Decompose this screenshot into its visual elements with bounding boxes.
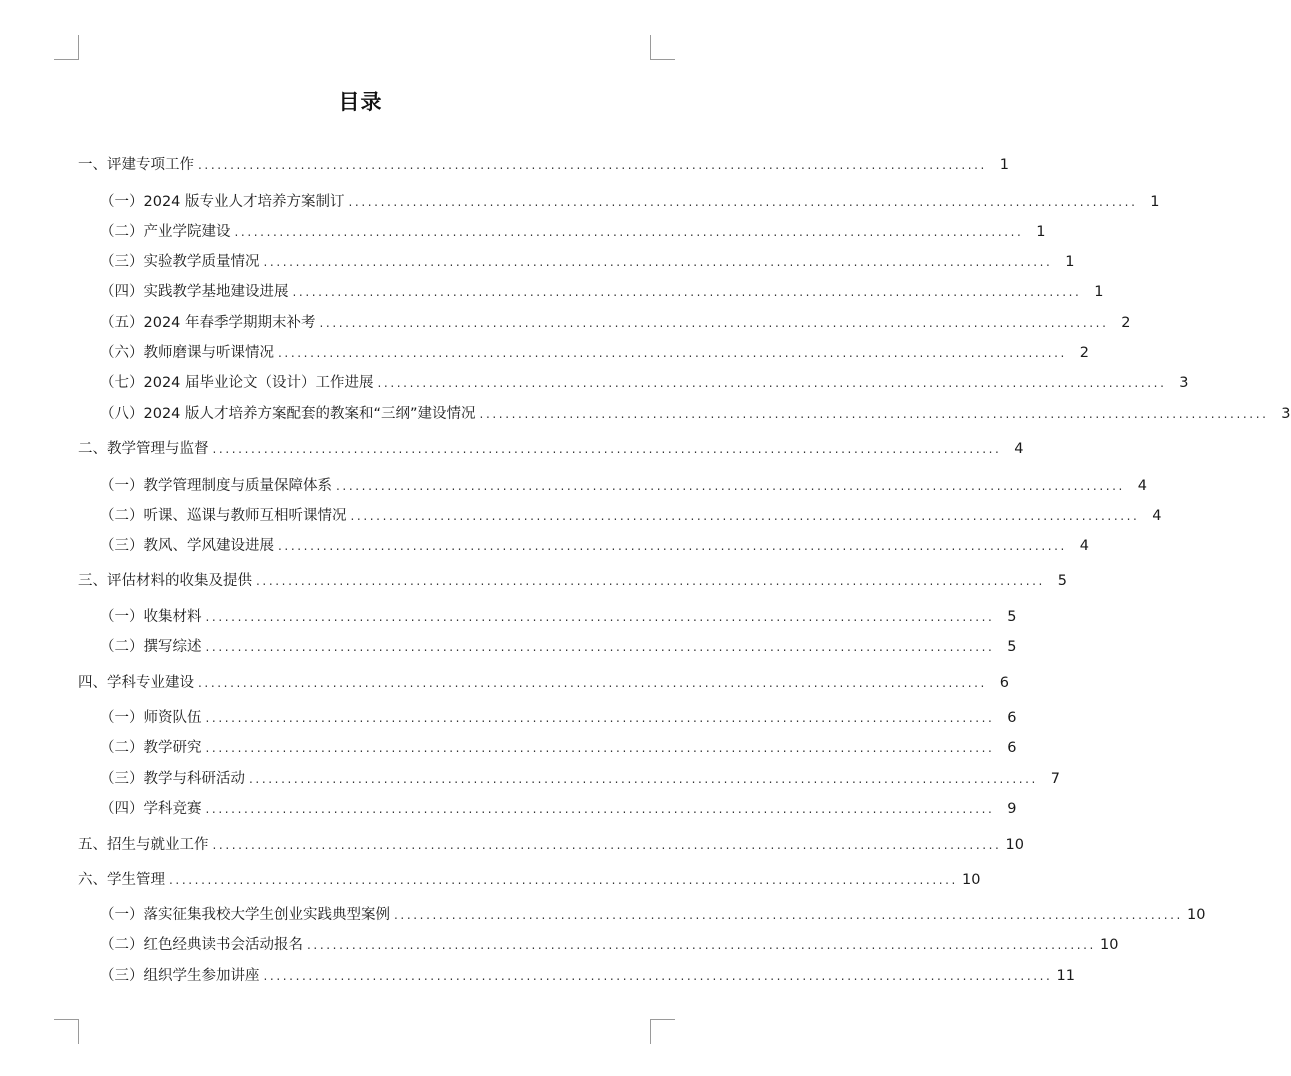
crop-mark-top-right	[650, 35, 675, 60]
toc-dot-leader: ...........................................................................................................................	[198, 158, 987, 172]
toc-subsection-entry[interactable]	[100, 533, 1089, 559]
toc-entry-label: 一、评建专项工作	[78, 157, 194, 173]
toc-entry-label: 四、学科专业建设	[78, 675, 194, 691]
toc-dot-leader: ...........................................................................................................................	[256, 574, 1045, 588]
toc-section-entry[interactable]	[78, 152, 1009, 178]
toc-page-number: 3	[1179, 375, 1189, 391]
toc-dot-leader: ...........................................................................................................................	[350, 509, 1140, 523]
toc-page-number: 1	[999, 157, 1009, 173]
toc-subsection-entry[interactable]	[100, 473, 1147, 499]
toc-page-number: 10	[961, 872, 981, 888]
toc-entry-label: （一）落实征集我校大学生创业实践典型案例	[100, 907, 390, 923]
toc-subsection-entry[interactable]	[100, 189, 1160, 215]
toc-page-number: 1	[1150, 194, 1160, 210]
toc-dot-leader: ...........................................................................................................................	[234, 225, 1024, 239]
toc-entry-label: （三）实验教学质量情况	[100, 254, 260, 270]
toc-page-number: 6	[999, 675, 1009, 691]
toc-subsection-entry[interactable]	[100, 735, 1017, 761]
toc-entry-label: （五）2024 年春季学期期末补考	[100, 315, 316, 331]
toc-entry-label: 三、评估材料的收集及提供	[78, 573, 252, 589]
toc-page-number: 9	[1007, 801, 1017, 817]
toc-dot-leader: ...........................................................................................................................	[377, 376, 1167, 390]
toc-dot-leader: ...........................................................................................................................	[205, 802, 995, 816]
toc-entry-label: （四）实践教学基地建设进展	[100, 284, 289, 300]
toc-dot-leader: ...........................................................................................................................	[278, 539, 1067, 553]
toc-page-number: 2	[1121, 315, 1131, 331]
toc-page-number: 6	[1007, 740, 1017, 756]
toc-entry-label: （二）产业学院建设	[100, 224, 231, 240]
toc-entry-label: （一）2024 版专业人才培养方案制订	[100, 194, 345, 210]
toc-subsection-entry[interactable]	[100, 370, 1189, 396]
toc-dot-leader: ...........................................................................................................................	[263, 969, 1053, 983]
toc-entry-label: （八）2024 版人才培养方案配套的教案和“三纲”建设情况	[100, 406, 476, 422]
toc-page-number: 5	[1007, 609, 1017, 625]
toc-section-entry[interactable]	[78, 436, 1024, 462]
toc-dot-leader: ...........................................................................................................................	[205, 640, 995, 654]
toc-entry-label: （三）教风、学风建设进展	[100, 538, 274, 554]
page-title: 目录	[338, 90, 383, 114]
toc-entry-label: （三）组织学生参加讲座	[100, 968, 260, 984]
toc-subsection-entry[interactable]	[100, 705, 1017, 731]
toc-subsection-entry[interactable]	[100, 604, 1017, 630]
toc-dot-leader: ...........................................................................................................................	[278, 346, 1067, 360]
crop-mark-bottom-left	[54, 1019, 79, 1044]
toc-dot-leader: ...........................................................................................................................	[292, 285, 1082, 299]
toc-entry-label: （六）教师磨课与听课情况	[100, 345, 274, 361]
toc-subsection-entry[interactable]	[100, 310, 1131, 336]
toc-dot-leader: ...........................................................................................................................	[205, 610, 995, 624]
toc-page-number: 5	[1007, 639, 1017, 655]
toc-subsection-entry[interactable]	[100, 902, 1206, 928]
toc-entry-label: （一）收集材料	[100, 609, 202, 625]
toc-page-number: 7	[1050, 771, 1060, 787]
toc-dot-leader: ...........................................................................................................................	[263, 255, 1053, 269]
toc-dot-leader: ...........................................................................................................................	[205, 711, 995, 725]
toc-page-number: 4	[1014, 441, 1024, 457]
toc-dot-leader: ...........................................................................................................................	[212, 838, 1002, 852]
toc-subsection-entry[interactable]	[100, 401, 1291, 427]
toc-subsection-entry[interactable]	[100, 796, 1017, 822]
toc-dot-leader: ...........................................................................................................................	[198, 676, 987, 690]
toc-entry-label: 六、学生管理	[78, 872, 165, 888]
toc-dot-leader: ...........................................................................................................................	[348, 195, 1138, 209]
toc-subsection-entry[interactable]	[100, 766, 1060, 792]
toc-page-number: 11	[1056, 968, 1075, 984]
toc-dot-leader: ...........................................................................................................................	[205, 741, 995, 755]
crop-mark-top-left	[54, 35, 79, 60]
toc-dot-leader: ...........................................................................................................................	[212, 442, 1002, 456]
toc-subsection-entry[interactable]	[100, 963, 1075, 989]
toc-dot-leader: ...........................................................................................................................	[394, 908, 1183, 922]
toc-dot-leader: ...........................................................................................................................	[169, 873, 958, 887]
toc-subsection-entry[interactable]	[100, 219, 1046, 245]
toc-page-number: 1	[1065, 254, 1075, 270]
toc-dot-leader: ...........................................................................................................................	[319, 316, 1109, 330]
toc-subsection-entry[interactable]	[100, 634, 1017, 660]
toc-dot-leader: ...........................................................................................................................	[336, 479, 1125, 493]
toc-entry-label: （一）师资队伍	[100, 710, 202, 726]
toc-page-number: 4	[1152, 508, 1162, 524]
toc-page-number: 6	[1007, 710, 1017, 726]
toc-section-entry[interactable]	[78, 670, 1009, 696]
toc-page-number: 1	[1036, 224, 1046, 240]
toc-entry-label: （二）教学研究	[100, 740, 202, 756]
toc-subsection-entry[interactable]	[100, 340, 1089, 366]
toc-page-number: 4	[1137, 478, 1147, 494]
toc-subsection-entry[interactable]	[100, 249, 1075, 275]
crop-mark-bottom-right	[650, 1019, 675, 1044]
toc-dot-leader: ...........................................................................................................................	[249, 772, 1038, 786]
toc-page-number: 1	[1094, 284, 1104, 300]
toc-page-number: 3	[1281, 406, 1291, 422]
toc-entry-label: （七）2024 届毕业论文（设计）工作进展	[100, 375, 374, 391]
toc-subsection-entry[interactable]	[100, 279, 1104, 305]
toc-page-number: 5	[1057, 573, 1067, 589]
toc-page-number: 2	[1079, 345, 1089, 361]
toc-subsection-entry[interactable]	[100, 932, 1119, 958]
toc-dot-leader: ...........................................................................................................................	[479, 407, 1269, 421]
toc-section-entry[interactable]	[78, 568, 1067, 594]
toc-page-number: 10	[1186, 907, 1206, 923]
toc-subsection-entry[interactable]	[100, 503, 1162, 529]
toc-entry-label: （二）红色经典读书会活动报名	[100, 937, 303, 953]
toc-entry-label: （四）学科竞赛	[100, 801, 202, 817]
toc-dot-leader: ...........................................................................................................................	[307, 938, 1096, 952]
toc-entry-label: （二）听课、巡课与教师互相听课情况	[100, 508, 347, 524]
toc-page-number: 4	[1079, 538, 1089, 554]
toc-section-entry[interactable]	[78, 832, 1024, 858]
toc-entry-label: 五、招生与就业工作	[78, 837, 209, 853]
toc-entry-label: （一）教学管理制度与质量保障体系	[100, 478, 332, 494]
toc-entry-label: （三）教学与科研活动	[100, 771, 245, 787]
toc-entry-label: 二、教学管理与监督	[78, 441, 209, 457]
toc-page-number: 10	[1099, 937, 1119, 953]
toc-page-number: 10	[1005, 837, 1024, 853]
toc-section-entry[interactable]	[78, 867, 981, 893]
toc-entry-label: （二）撰写综述	[100, 639, 202, 655]
